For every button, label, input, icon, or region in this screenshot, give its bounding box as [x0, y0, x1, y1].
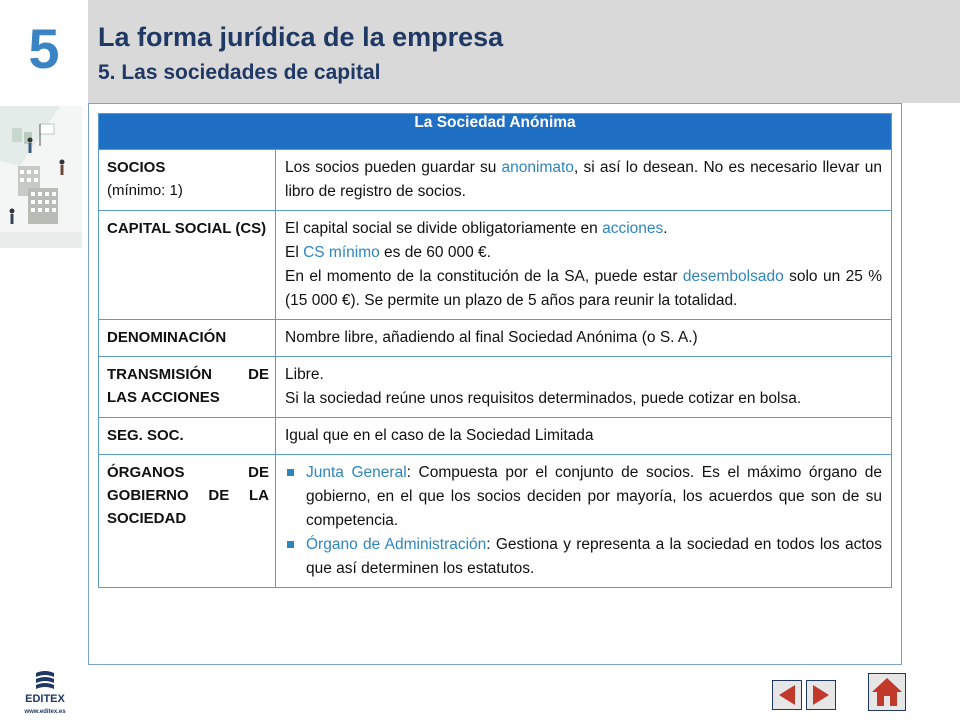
highlight-term: Órgano de Administración [306, 536, 487, 553]
text-span: es de 60 000 €. [379, 244, 491, 261]
table-row [99, 455, 892, 588]
row-label: SEG. SOC. [99, 418, 276, 455]
row-sublabel: (mínimo: 1) [107, 182, 183, 199]
next-arrow-icon [807, 681, 835, 709]
table-heading: La Sociedad Anónima [99, 114, 892, 150]
row-label: ÓRGANOS DE GOBIERNO DE LA SOCIEDAD [99, 455, 276, 588]
table-row [99, 150, 892, 211]
text-span: . [663, 220, 668, 237]
chapter-number: 5 [28, 17, 60, 80]
text-span: , si así lo desean. No es necesario llevar un libro de registro de socios. [285, 159, 882, 200]
value-line: Si la sociedad reúne unos requisitos determinados, puede cotizar en bolsa. [285, 390, 802, 407]
table-row [99, 418, 892, 455]
logo-name: EDITEX [25, 693, 65, 705]
value-line [285, 217, 882, 241]
bullet-list [285, 461, 882, 581]
highlight-term: Junta General [306, 464, 407, 481]
list-item [285, 533, 882, 581]
row-value: Nombre libre, añadiendo al final Sociedad Anónima (o S. A.) [276, 320, 892, 357]
prev-arrow-icon [773, 681, 801, 709]
chapter-box [0, 0, 88, 103]
table-row [99, 357, 892, 418]
highlight-term: CS mínimo [303, 244, 380, 261]
value-line [285, 241, 882, 265]
value-line [285, 265, 882, 313]
row-label [99, 150, 276, 211]
highlight-term: acciones [602, 220, 664, 237]
sociedad-anonima-table [98, 113, 892, 588]
table-row [99, 320, 892, 357]
editex-logo [14, 669, 76, 717]
highlight-term: anonimato [501, 159, 574, 176]
business-illustration [0, 106, 82, 248]
text-span: : Compuesta por el conjunto de socios. Es el máximo órgano de gobierno, en el que los socios deciden por mayoría, los acuerdos que son de su competencia. [306, 464, 882, 529]
row-label: CAPITAL SOCIAL (CS) [99, 211, 276, 320]
highlight-term: desembolsado [682, 268, 784, 285]
square-bullet-icon [287, 541, 294, 548]
text-span: El [285, 244, 304, 261]
text-span: : Gestiona y representa a la sociedad en todos los actos que así determinen los estatutos. [306, 536, 882, 577]
text-span: El capital social se divide obligatoriamente en [285, 220, 603, 237]
header-bar [0, 0, 960, 103]
row-value: Igual que en el caso de la Sociedad Limitada [276, 418, 892, 455]
text-span: En el momento de la constitución de la SA, puede estar [285, 268, 683, 285]
row-label-text: SOCIOS [107, 159, 166, 176]
row-value [276, 150, 892, 211]
logo-url: www.editex.es [24, 709, 66, 715]
prev-button[interactable] [772, 680, 802, 710]
home-icon [869, 674, 905, 710]
page-subtitle: 5. Las sociedades de capital [98, 61, 381, 84]
text-span: Los socios pueden guardar su [285, 159, 502, 176]
home-button[interactable] [868, 673, 906, 711]
list-item [285, 461, 882, 533]
text-span: solo un 25 % (15 000 €). Se permite un plazo de 5 años para reunir la totalidad. [285, 268, 882, 309]
square-bullet-icon [287, 469, 294, 476]
row-value [276, 455, 892, 588]
row-label: DENOMINACIÓN [99, 320, 276, 357]
row-label: TRANSMISIÓN DE LAS ACCIONES [99, 357, 276, 418]
table-header-row [99, 114, 892, 150]
page-title: La forma jurídica de la empresa [98, 22, 504, 52]
row-value [276, 357, 892, 418]
table-row [99, 211, 892, 320]
row-value [276, 211, 892, 320]
value-line: Libre. [285, 366, 324, 383]
next-button[interactable] [806, 680, 836, 710]
